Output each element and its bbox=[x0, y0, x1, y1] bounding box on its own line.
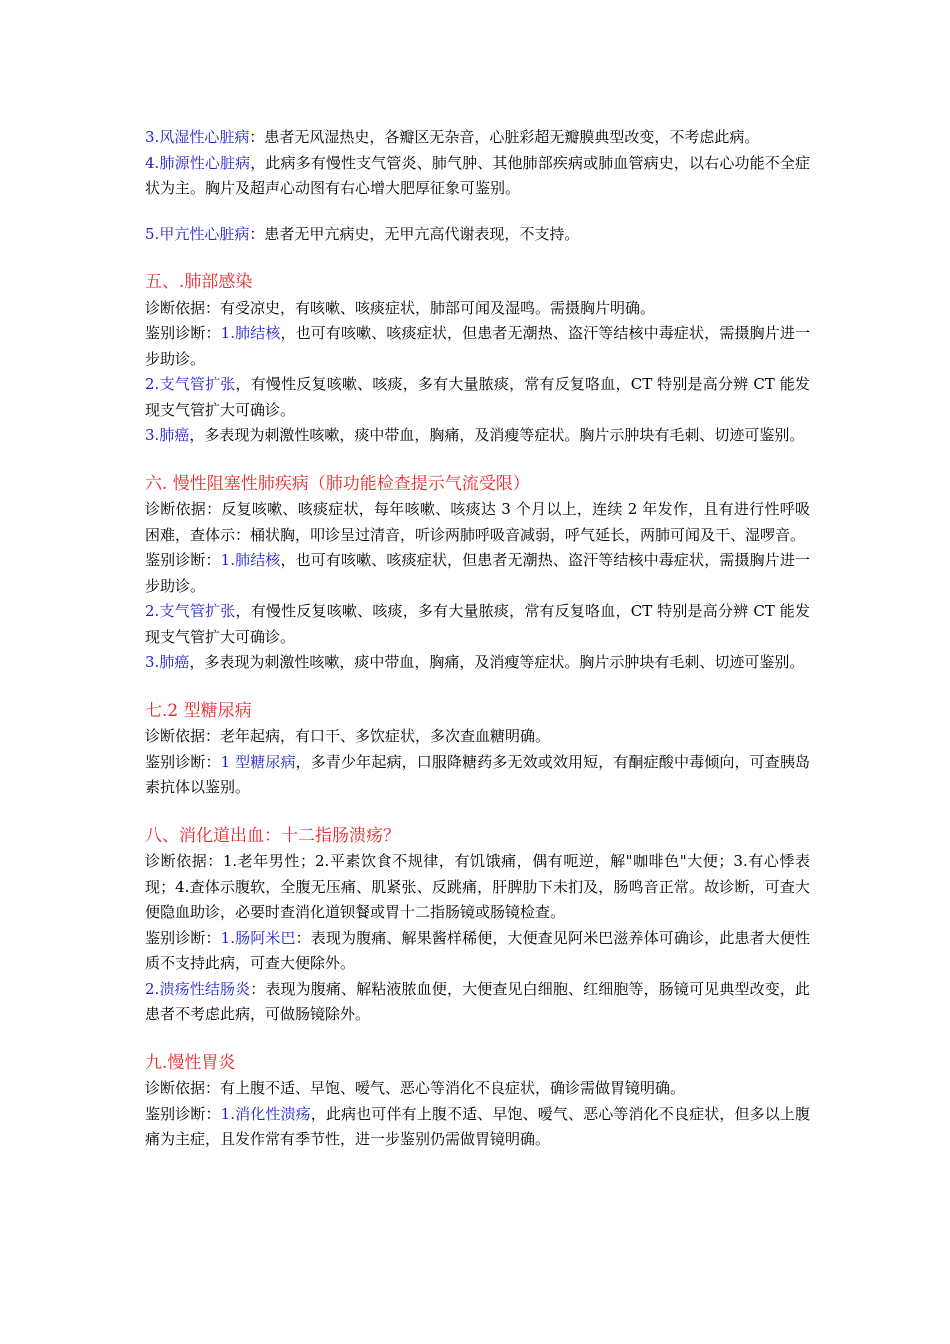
diff-item: 2.溃疡性结肠炎：表现为腹痛、解粘液脓血便，大便查见白细胞、红细胞等，肠镜可见典型改变，此患者不考虑此病，可做肠镜除外。 bbox=[145, 979, 810, 1023]
diff-item: 鉴别诊断：1.肠阿米巴：表现为腹痛、解果酱样稀便，大便查见阿米巴滋养体可确诊，此患者大便性质不支持此病，可查大便除外。 bbox=[145, 928, 810, 972]
diff-item-rheumatic: 3.风湿性心脏病：患者无风湿热史，各瓣区无杂音，心脏彩超无瓣膜典型改变，不考虑此病。 bbox=[145, 128, 760, 146]
term: 风湿性心脏病 bbox=[159, 128, 250, 146]
diagnosis-basis: 诊断依据：有上腹不适、早饱、嗳气、恶心等消化不良症状，确诊需做胃镜明确。 bbox=[145, 1079, 686, 1097]
diagnosis-basis: 诊断依据：老年起病，有口干、多饮症状，多次查血糖明确。 bbox=[145, 727, 551, 745]
diff-item: 鉴别诊断：1.肺结核，也可有咳嗽、咳痰症状，但患者无潮热、盗汗等结核中毒症状，需摄胸片进一步助诊。 bbox=[145, 551, 810, 595]
diff-item: 鉴别诊断：1 型糖尿病，多青少年起病，口服降糖药多无效或效用短，有酮症酸中毒倾向，可查胰岛素抗体以鉴别。 bbox=[145, 752, 810, 796]
term: 肺结核 bbox=[234, 324, 281, 342]
term: 肺结核 bbox=[234, 551, 281, 569]
section-title-6: 六. 慢性阻塞性肺疾病（肺功能检查提示气流受限） bbox=[145, 473, 530, 494]
term: 甲亢性心脏病 bbox=[159, 224, 250, 243]
diagnosis-basis: 诊断依据：反复咳嗽、咳痰症状，每年咳嗽、咳痰达 3 个月以上，连续 2 年发作，且有进行性呼吸困难，查体示：桶状胸，叩诊呈过清音，听诊两肺呼吸音减弱，呼气延长，两肺可闻及干、湿啰音。 bbox=[145, 500, 810, 544]
diff-item-pulmonary-heart: 4.肺源性心脏病，此病多有慢性支气管炎、肺气肿、其他肺部疾病或肺血管病史，以右心功能不全症状为主。胸片及超声心动图有右心增大肥厚征象可鉴别。 bbox=[145, 153, 810, 197]
term: 肠阿米巴 bbox=[234, 928, 296, 947]
diagnosis-basis: 诊断依据：有受凉史，有咳嗽、咳痰症状，肺部可闻及湿鸣。需摄胸片明确。 bbox=[145, 298, 656, 317]
term: 肺癌 bbox=[159, 426, 190, 444]
section-title-8: 八、消化道出血：十二指肠溃疡？ bbox=[145, 825, 400, 846]
term: 支气管扩张 bbox=[159, 602, 236, 620]
section-title-9: 九.慢性胃炎 bbox=[145, 1052, 236, 1073]
term: 肺癌 bbox=[159, 653, 190, 671]
diff-item: 2.支气管扩张，有慢性反复咳嗽、咳痰，多有大量脓痰，常有反复咯血，CT 特别是高分辨 CT 能发现支气管扩大可确诊。 bbox=[145, 375, 810, 419]
term: 型糖尿病 bbox=[235, 752, 296, 771]
term: 消化性溃疡 bbox=[234, 1104, 311, 1123]
section-title-7: 七.2 型糖尿病 bbox=[145, 700, 252, 721]
diff-item-hyperthyroid: 5.甲亢性心脏病：患者无甲亢病史，无甲亢高代谢表现，不支持。 bbox=[145, 224, 580, 243]
term: 溃疡性结肠炎 bbox=[159, 979, 251, 998]
diff-item: 3.肺癌，多表现为刺激性咳嗽，痰中带血，胸痛，及消瘦等症状。胸片示肿块有毛刺、切迹可鉴别。 bbox=[145, 653, 805, 671]
diff-item: 2.支气管扩张，有慢性反复咳嗽、咳痰，多有大量脓痰，常有反复咯血，CT 特别是高分辨 CT 能发现支气管扩大可确诊。 bbox=[145, 602, 810, 646]
diagnosis-basis: 诊断依据：1.老年男性；2.平素饮食不规律，有饥饿痛，偶有呃逆，解"咖啡色"大便；3.有心悸表现；4.查体示腹软，全腹无压痛、肌紧张、反跳痛，肝脾肋下未扪及，肠鸣音正常。故诊断，可查大便隐血助诊，必要时查消化道钡餐或胃十二指肠镜或肠镜检查。 bbox=[145, 852, 810, 921]
diff-item: 3.肺癌，多表现为刺激性咳嗽，痰中带血，胸痛，及消瘦等症状。胸片示肿块有毛刺、切迹可鉴别。 bbox=[145, 426, 805, 444]
document-page bbox=[145, 125, 810, 1153]
diff-item: 鉴别诊断：1.肺结核，也可有咳嗽、咳痰症状，但患者无潮热、盗汗等结核中毒症状，需摄胸片进一步助诊。 bbox=[145, 324, 810, 368]
term: 支气管扩张 bbox=[159, 375, 236, 393]
section-title-5: 五、.肺部感染 bbox=[145, 272, 253, 292]
diff-item: 鉴别诊断：1.消化性溃疡，此病也可伴有上腹不适、早饱、嗳气、恶心等消化不良症状，但多以上腹痛为主症，且发作常有季节性，进一步鉴别仍需做胃镜明确。 bbox=[145, 1104, 810, 1148]
term: 肺源性心脏病 bbox=[159, 153, 251, 172]
